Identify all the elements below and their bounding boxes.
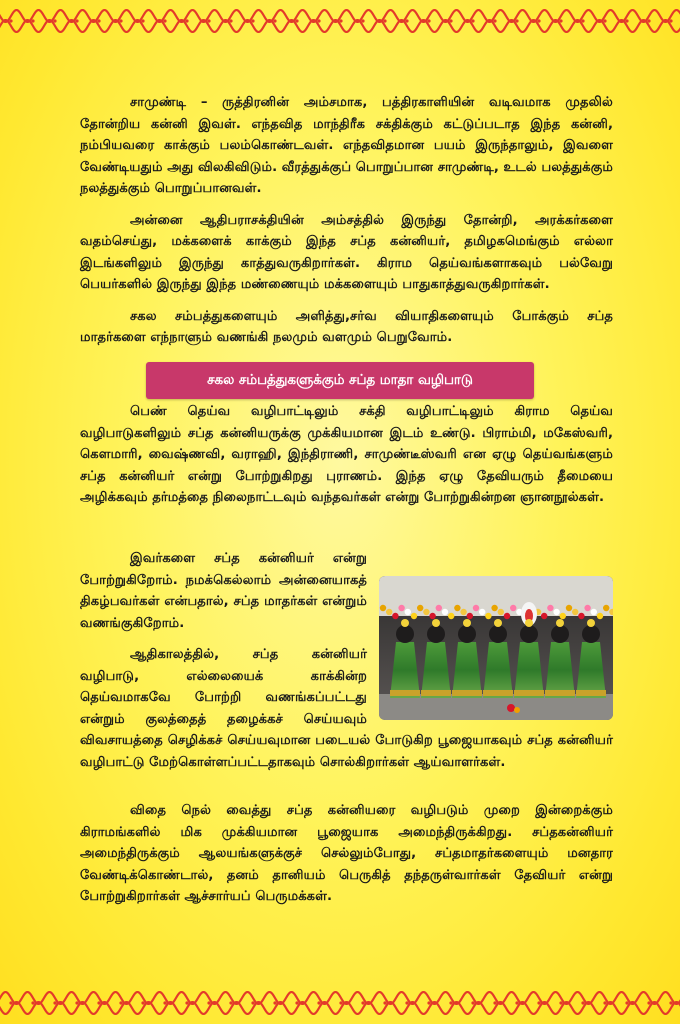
border-dot <box>339 1001 342 1004</box>
border-dot <box>515 1001 518 1004</box>
flower <box>553 609 559 615</box>
border-dot <box>31 1001 34 1004</box>
flower <box>541 613 547 619</box>
border-dot <box>427 19 430 22</box>
top-decorative-border <box>0 0 680 42</box>
border-dot <box>9 1001 12 1004</box>
flower <box>448 613 454 619</box>
flower <box>429 613 435 619</box>
border-dot <box>75 19 78 22</box>
border-dot <box>207 1001 210 1004</box>
border-dot <box>119 1001 122 1004</box>
flower <box>398 605 404 611</box>
closing-section <box>80 800 613 908</box>
border-dot <box>559 19 562 22</box>
flower <box>603 605 609 611</box>
flower <box>442 609 448 615</box>
flower <box>491 605 497 611</box>
flower <box>436 605 442 611</box>
paragraph-saptha-kanniyar: அன்னை ஆதிபராசக்தியின் அம்சத்தில் இருந்து தோன்றி, அரக்கர்களை வதம்செய்து, மக்களைக் காக்கும் இந்த சப்த கன்னியர், தமிழகமெங்கும் எல்லா இடங்களிலும் இருந்து காத்துவருகிறார்கள். கிராம தெய்வங்களாகவும் பல்வேறு பெயர்களில் இருந்து இந்த மண்ணையும் மக்களையும் பாதுகாத்துவருகிறார்கள். <box>80 212 613 292</box>
border-dot <box>75 1001 78 1004</box>
flower <box>411 613 417 619</box>
border-dot <box>383 19 386 22</box>
border-dot <box>31 19 34 22</box>
flower <box>405 609 411 615</box>
border-dot <box>163 19 166 22</box>
paragraph-chamundi: சாமுண்டி – ருத்திரனின் அம்சமாக, பத்திரகாளியின் வடிவமாக முதலில் தோன்றிய கன்னி இவள். எந்தவித மாந்திரீக சக்திக்கும் கட்டுப்படாத இந்த கன்னி, நம்பியவரை காக்கும் பலம்கொண்டவள். எந்தவிதமான பயம் இருந்தாலும், இவளை வேண்டியதும் அது விலகிவிடும். வீரத்துக்குப் பொறுப்பான சாமுண்டி, உடல் பலத்துக்கும் நலத்துக்கும் பொறுப்பானவள். <box>80 95 613 196</box>
border-dot <box>603 19 606 22</box>
flower <box>473 605 479 611</box>
border-dot <box>53 19 56 22</box>
section-heading <box>146 362 534 399</box>
border-dot <box>647 19 650 22</box>
border-dot <box>9 19 12 22</box>
border-dot <box>295 1001 298 1004</box>
flower <box>460 609 466 615</box>
border-dot <box>581 19 584 22</box>
border-dot <box>185 19 188 22</box>
border-dot <box>669 1001 672 1004</box>
bottom-decorative-border <box>0 982 680 1024</box>
border-dot <box>97 19 100 22</box>
deities-photo <box>379 576 613 720</box>
flower <box>510 605 516 611</box>
border-dot <box>427 1001 430 1004</box>
border-dot <box>471 19 474 22</box>
border-dot <box>119 19 122 22</box>
border-dot <box>317 1001 320 1004</box>
border-dot <box>251 19 254 22</box>
border-dot <box>361 19 364 22</box>
paragraph-blessing: சகல சம்பத்துகளையும் அளித்து,சர்வ வியாதிகளையும் போக்கும் சப்த மாதர்களை எந்நாளும் வணங்கி நலமும் வளமும் பெறுவோம். <box>80 308 613 345</box>
flower <box>417 605 423 611</box>
paragraph-seed-paddy-ritual: விதை நெல் வைத்து சப்த கன்னியரை வழிபடும் முறை இன்றைக்கும் கிராமங்களில் மிக முக்கியமான பூஜையாக அமைந்திருக்கிறது. சப்தகன்னியர் அமைந்திருக்கும் ஆலயங்களுக்குச் செல்லும்போது, சப்தமாதர்களையும் மனதார வேண்டிக்கொண்டால், தனம் தானியம் பெருகித் தந்தருள்வார்கள் தேவியர் என்று போற்றுகிறார்கள் ஆச்சார்யப் பெருமக்கள். <box>80 803 613 904</box>
border-dot <box>53 1001 56 1004</box>
section-heading-text: சகல சம்பத்துகளுக்கும் சப்த மாதா வழிபாடு <box>207 372 473 388</box>
border-dot <box>141 19 144 22</box>
border-dot <box>537 1001 540 1004</box>
border-dot <box>383 1001 386 1004</box>
flower <box>498 609 504 615</box>
border-dot <box>141 1001 144 1004</box>
border-dot <box>185 1001 188 1004</box>
border-dot <box>339 19 342 22</box>
flower <box>572 609 578 615</box>
border-dot <box>581 1001 584 1004</box>
border-dot <box>493 19 496 22</box>
worship-section <box>80 401 613 519</box>
paragraph-worship-importance: பெண் தெய்வ வழிபாட்டிலும் சக்தி வழிபாட்டிலும் கிராம தெய்வ வழிபாடுகளிலும் சப்த கன்னியருக்கு முக்கியமான இடம் உண்டு. பிராம்மி, மகேஸ்வரி, கௌமாரி, வைஷ்ணவி, வராஹி, இந்திராணி, சாமுண்டீஸ்வரி என ஏழு தெய்வங்களும் சப்த கன்னியர் என்று போற்றுகிறது புராணம். இந்த ஏழு தேவியரும் தீமையை அழிக்கவும் தர்மத்தை நிலைநாட்டவும் வந்தவர்கள் என்று போற்றுகின்றன ஞானநூல்கள். <box>80 404 613 505</box>
border-dot <box>163 1001 166 1004</box>
border-dot <box>295 19 298 22</box>
intro-section <box>80 92 613 359</box>
border-dot <box>273 19 276 22</box>
border-dot <box>207 19 210 22</box>
border-dot <box>669 19 672 22</box>
flower <box>584 605 590 611</box>
flower <box>454 605 460 611</box>
flower <box>485 613 491 619</box>
wrapped-section <box>80 548 613 783</box>
flower <box>386 609 392 615</box>
border-dot <box>229 1001 232 1004</box>
border-dot <box>405 19 408 22</box>
border-dot <box>449 1001 452 1004</box>
border-dot <box>603 1001 606 1004</box>
border-dot <box>471 1001 474 1004</box>
flower <box>578 613 584 619</box>
border-dot <box>537 19 540 22</box>
paragraph-ancient-worship: ஆதிகாலத்தில், சப்த கன்னியர் வழிபாடு, எல்லையைக் காக்கின்ற தெய்வமாகவே போற்றி வணங்கப்பட்டது என்றும் குலத்தைத் தழைக்கச் செய்யவும் விவசாயத்தை செழிக்கச் செய்யவுமான படையல் போடுகிற பூஜையாகவும் சப்த கன்னியர் வழிபாட்டு மேற்கொள்ளப்பட்டதாகவும் சொல்கிறார்கள் ஆய்வாளர்கள். <box>80 647 613 770</box>
flower <box>597 613 603 619</box>
flower <box>423 609 429 615</box>
flower <box>560 613 566 619</box>
flower <box>479 609 485 615</box>
border-dot <box>515 19 518 22</box>
border-dot <box>449 19 452 22</box>
border-dot <box>251 1001 254 1004</box>
border-dot <box>625 1001 628 1004</box>
border-dot <box>273 1001 276 1004</box>
flower <box>566 605 572 611</box>
border-dot <box>493 1001 496 1004</box>
border-dot <box>361 1001 364 1004</box>
border-dot <box>559 1001 562 1004</box>
border-dot <box>625 19 628 22</box>
flower <box>392 613 398 619</box>
flower <box>547 605 553 611</box>
border-dot <box>317 19 320 22</box>
border-dot <box>97 1001 100 1004</box>
flower <box>467 613 473 619</box>
border-dot <box>229 19 232 22</box>
flower <box>504 613 510 619</box>
border-dot <box>405 1001 408 1004</box>
border-dot <box>647 1001 650 1004</box>
flower <box>591 609 597 615</box>
paragraph-called-saptha: இவர்களை சப்த கன்னியர் என்று போற்றுகிறோம். நமக்கெல்லாம் அன்னையாகத் திகழ்பவர்கள் என்பதால், சப்த மாதர்கள் என்றும் வணங்குகிறோம். <box>80 551 367 631</box>
flower <box>380 605 386 611</box>
